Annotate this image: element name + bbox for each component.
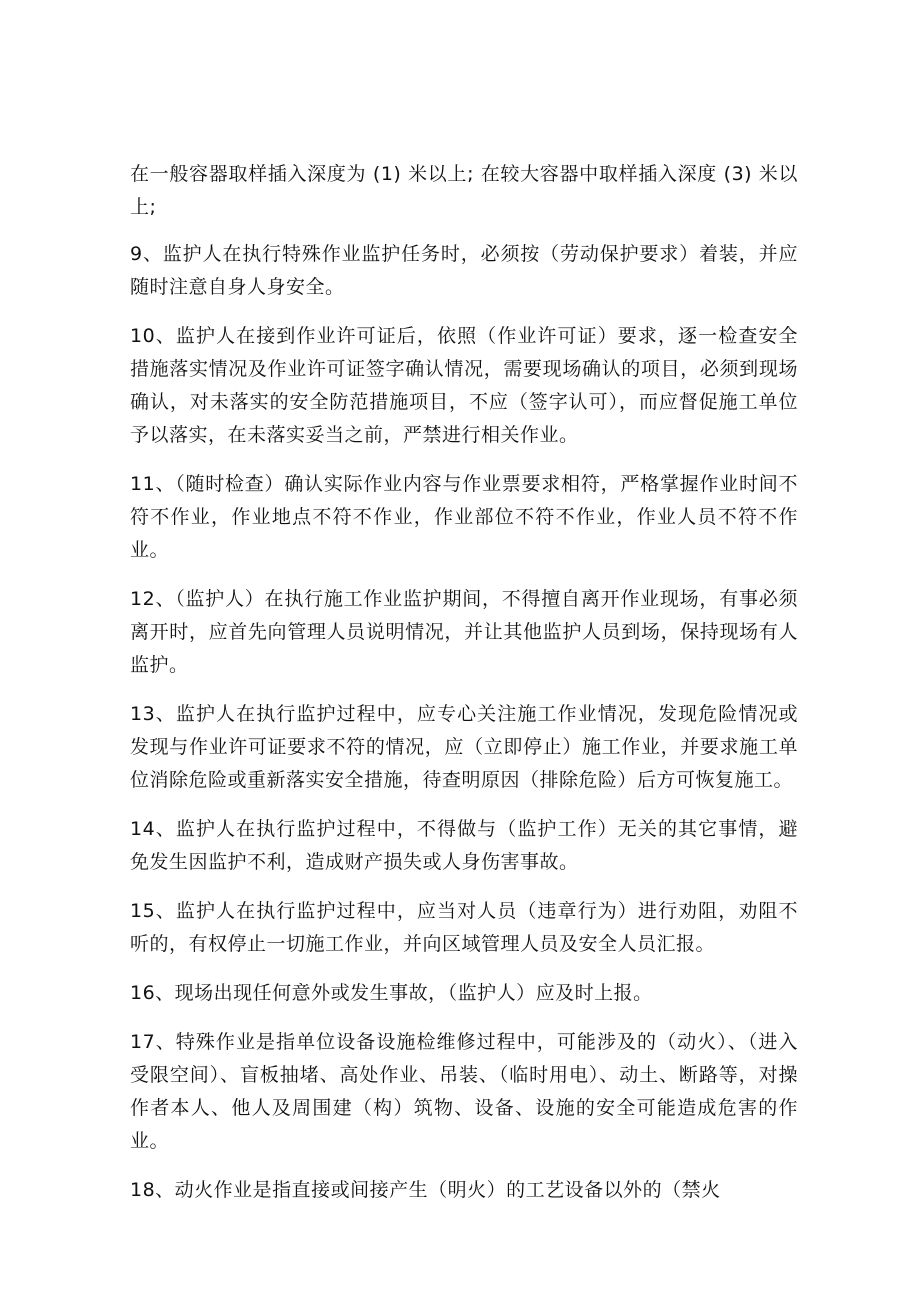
paragraph-item-11: 11、（随时检查）确认实际作业内容与作业票要求相符，严格掌握作业时间不符不作业，作业地点不符不作业，作业部位不符不作业，作业人员不符不作业。 — [130, 473, 798, 561]
paragraph-item-14: 14、监护人在执行监护过程中，不得做与（监护工作）无关的其它事情，避免发生因监护不利，造成财产损失或人身伤害事故。 — [130, 818, 798, 873]
document-page — [130, 158, 798, 1223]
paragraph-item-18: 18、动火作业是指直接或间接产生（明火）的工艺设备以外的（禁火 — [130, 1179, 721, 1201]
paragraph-item-15: 15、监护人在执行监护过程中，应当对人员（违章行为）进行劝阻，劝阻不听的，有权停止一切施工作业，并向区域管理人员及安全人员汇报。 — [130, 900, 798, 955]
paragraph-item-13: 13、监护人在执行监护过程中，应专心关注施工作业情况，发现危险情况或发现与作业许可证要求不符的情况，应（立即停止）施工作业，并要求施工单位消除危险或重新落实安全措施，待查明原因（排除危险）后方可恢复施工。 — [130, 703, 798, 791]
paragraph-item-9: 9、监护人在执行特殊作业监护任务时，必须按（劳动保护要求）着装，并应随时注意自身人身安全。 — [130, 243, 798, 298]
paragraph-item-12: 12、（监护人）在执行施工作业监护期间，不得擅自离开作业现场，有事必须离开时，应首先向管理人员说明情况，并让其他监护人员到场，保持现场有人监护。 — [130, 588, 798, 676]
paragraph-item-17: 17、特殊作业是指单位设备设施检维修过程中，可能涉及的（动火）、（进入受限空间）、盲板抽堵、高处作业、吊装、（临时用电）、动土、断路等，对操作者本人、他人及周围建（构）筑物、设备、设施的安全可能造成危害的作业。 — [130, 1031, 798, 1152]
paragraph-sampling-depth: 在一般容器取样插入深度为 (1) 米以上; 在较大容器中取样插入深度 (3) 米以上; — [130, 163, 798, 218]
paragraph-item-16: 16、现场出现任何意外或发生事故，（监护人）应及时上报。 — [130, 982, 653, 1004]
paragraph-item-10: 10、监护人在接到作业许可证后，依照（作业许可证）要求，逐一检查安全措施落实情况及作业许可证签字确认情况，需要现场确认的项目，必须到现场确认，对未落实的安全防范措施项目，不应（签字认可），而应督促施工单位予以落实，在未落实妥当之前，严禁进行相关作业。 — [130, 325, 798, 446]
